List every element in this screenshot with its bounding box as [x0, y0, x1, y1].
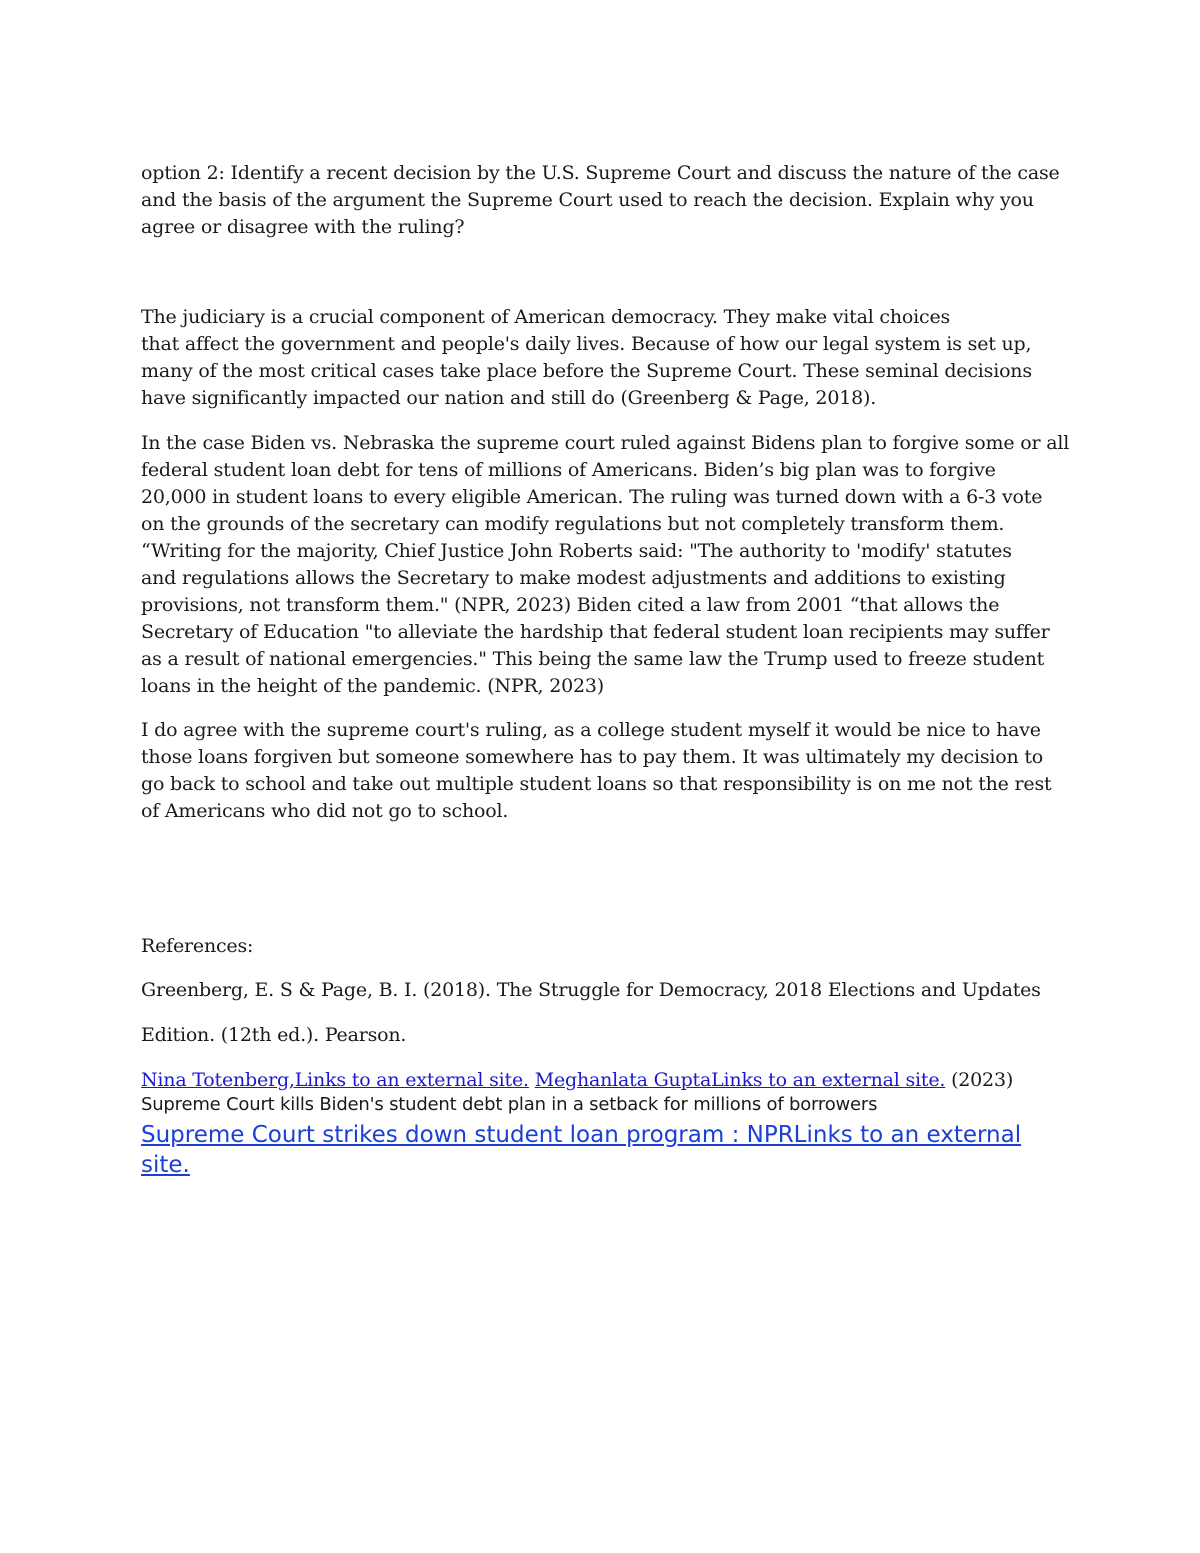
paragraph-line: I do agree with the supreme court's ruling, as a college student myself it would be nice to have: [141, 719, 1041, 741]
paragraph-line: and regulations allows the Secretary to make modest adjustments and additions to existing: [141, 567, 1006, 589]
npr-article-link-continued[interactable]: site.: [141, 1152, 190, 1178]
reference-greenberg-line1-block: [141, 977, 1071, 1004]
reference-greenberg-line2: Edition. (12th ed.). Pearson.: [141, 1024, 407, 1046]
reference-greenberg-line2-block: [141, 1022, 1071, 1049]
paragraph-line: go back to school and take out multiple student loans so that responsibility is on me not the rest: [141, 773, 1052, 795]
reference-article-title: Supreme Court kills Biden's student debt plan in a setback for millions of borrowers: [141, 1094, 878, 1115]
paragraph-line: those loans forgiven but someone somewhere has to pay them. It was ultimately my decision to: [141, 746, 1044, 768]
prompt-line: option 2: Identify a recent decision by the U.S. Supreme Court and discuss the nature of the case: [141, 162, 1060, 184]
paragraph-line: 20,000 in student loans to every eligible American. The ruling was turned down with a 6-3 vote: [141, 486, 1043, 508]
paragraph-line: on the grounds of the secretary can modify regulations but not completely transform them.: [141, 513, 1005, 535]
paragraph-line: “Writing for the majority, Chief Justice John Roberts said: "The authority to 'modify' statutes: [141, 540, 1012, 562]
paragraph-line: federal student loan debt for tens of millions of Americans. Biden’s big plan was to forgive: [141, 459, 996, 481]
paragraph-line: of Americans who did not go to school.: [141, 800, 509, 822]
references-heading: References:: [141, 935, 254, 957]
paragraph-line: have significantly impacted our nation and still do (Greenberg & Page, 2018).: [141, 387, 877, 409]
npr-article-link[interactable]: Supreme Court strikes down student loan program : NPRLinks to an external: [141, 1122, 1022, 1148]
author-link-gupta[interactable]: Meghanlata GuptaLinks to an external site.: [534, 1069, 946, 1091]
prompt-line: and the basis of the argument the Supreme Court used to reach the decision. Explain why you: [141, 189, 1034, 211]
reference-greenberg-line1: Greenberg, E. S & Page, B. I. (2018). The Struggle for Democracy, 2018 Elections and Updates: [141, 979, 1041, 1001]
reference-year: (2023): [951, 1069, 1014, 1091]
paragraph-line: as a result of national emergencies." This being the same law the Trump used to freeze student: [141, 648, 1045, 670]
paragraph-biden-vs-nebraska: [141, 430, 1071, 700]
paragraph-line: many of the most critical cases take place before the Supreme Court. These seminal decisions: [141, 360, 1032, 382]
paragraph-line: loans in the height of the pandemic. (NPR, 2023): [141, 675, 604, 697]
prompt-line: agree or disagree with the ruling?: [141, 216, 465, 238]
reference-npr: [141, 1067, 1071, 1116]
paragraph-line: In the case Biden vs. Nebraska the supreme court ruled against Bidens plan to forgive some or all: [141, 432, 1070, 454]
paragraph-judiciary: [141, 304, 1071, 412]
paragraph-opinion: [141, 717, 1071, 825]
assignment-prompt: [141, 160, 1071, 241]
paragraph-line: provisions, not transform them." (NPR, 2023) Biden cited a law from 2001 “that allows the: [141, 594, 1000, 616]
paragraph-line: Secretary of Education "to alleviate the hardship that federal student loan recipients may suffer: [141, 621, 1050, 643]
references-heading-block: [141, 933, 1071, 960]
reference-npr-url-block: [141, 1120, 1071, 1180]
paragraph-line: The judiciary is a crucial component of American democracy. They make vital choices: [141, 306, 951, 328]
paragraph-line: that affect the government and people's daily lives. Because of how our legal system is set up,: [141, 333, 1032, 355]
author-link-totenberg[interactable]: Nina Totenberg,Links to an external site.: [141, 1069, 529, 1091]
reference-npr-authors-line: [141, 1067, 1071, 1094]
